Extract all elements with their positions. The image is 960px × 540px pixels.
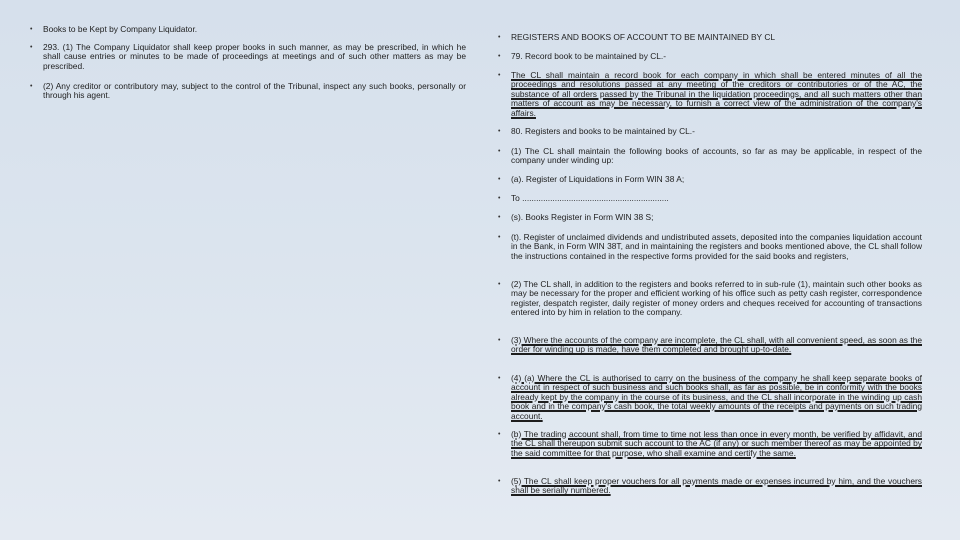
bullet-text: • (5) The CL shall keep proper vouchers for all payments made or expenses incurred by him, and the vouchers shall be serially numbered.: [511, 476, 922, 496]
bullet-text: • (2) The CL shall, in addition to the registers and books referred to in sub-rule (1), maintain such other books as may be necessary for the proper and efficient working of his office such as petty cash register, correspondence register, despatch register, daily register of money orders and cheques received for accounting of transactions entered into by him in relation to the company.: [511, 279, 922, 318]
list-item: [498, 194, 922, 203]
list-item: [498, 233, 922, 261]
bullet-text: • (3) Where the accounts of the company are incomplete, the CL shall, with all convenient speed, as soon as the order for winding up is made, have them completed and brought up-to-date.: [511, 335, 922, 355]
list-item: [498, 430, 922, 458]
list-item: [498, 71, 922, 118]
list-item: [498, 336, 922, 355]
list-item: [498, 52, 922, 61]
bullet-text: • (t). Register of unclaimed dividends and undistributed assets, deposited into the companies liquidation account in the Bank, in Form WIN 38T, and in maintaining the registers and books mentioned above, the CL shall follow the instructions contained in the respective forms provided for the said books and registers,: [511, 232, 922, 261]
bullet-text: • 79. Record book to be maintained by CL.-: [511, 51, 667, 61]
bullet-text: • (a). Register of Liquidations in Form WIN 38 A;: [511, 174, 685, 184]
list-item: [498, 213, 922, 222]
bullet-text: • 80. Registers and books to be maintained by CL.-: [511, 126, 695, 136]
bullet-text: • (b) The trading account shall, from time to time not less than once in every month, be verified by affidavit, and the CL shall thereupon submit such account to the AC (if any) or such member thereof as may be appointed by the said committee for that purpose, who shall examine and certify the same.: [511, 429, 922, 458]
list-item: [30, 82, 466, 101]
list-item: [498, 175, 922, 184]
list-item: [498, 147, 922, 166]
list-item: [498, 477, 922, 496]
bullet-text: • (s). Books Register in Form WIN 38 S;: [511, 212, 654, 222]
list-item: [498, 127, 922, 136]
bullet-text: • (4) (a) Where the CL is authorised to carry on the business of the company he shall keep separate books of account in respect of such business and such books shall, as far as possible, be in conformity with the books already kept by the company in the course of its business, and the CL shall incorporate in the winding up cash book and in the company's cash book, the total weekly amounts of the receipts and payments on such trading account.: [511, 373, 922, 421]
list-item: [498, 280, 922, 318]
bullet-text: • REGISTERS AND BOOKS OF ACCOUNT TO BE MAINTAINED BY CL: [511, 32, 776, 42]
bullet-text: • Books to be Kept by Company Liquidator.: [43, 24, 198, 34]
bullet-text: • To ...............................................................: [511, 193, 669, 203]
list-item: [498, 374, 922, 421]
bullet-text: • (1) The CL shall maintain the following books of accounts, so far as may be applicable, in respect of the company under winding up:: [511, 146, 922, 166]
bullet-text: • The CL shall maintain a record book for each company in which shall be entered minutes of all the proceedings and resolutions passed at any meeting of the creditors or contributories or of the AC, the substance of all orders passed by the Tribunal in the liquidation proceedings, and all such matters other than matters of account as may be necessary, to furnish a correct view of the administration of the company's affairs.: [511, 70, 922, 118]
list-heading: [498, 33, 922, 42]
list-item: [30, 43, 466, 71]
list-item: [30, 25, 466, 34]
bullet-text: • (2) Any creditor or contributory may, subject to the control of the Tribunal, inspect any such books, personally or through his agent.: [43, 81, 466, 101]
bullet-text: • 293. (1) The Company Liquidator shall keep proper books in such manner, as may be prescribed, in which he shall cause entries or minutes to be made of proceedings at meetings and of such other matters as may be prescribed.: [43, 42, 466, 71]
